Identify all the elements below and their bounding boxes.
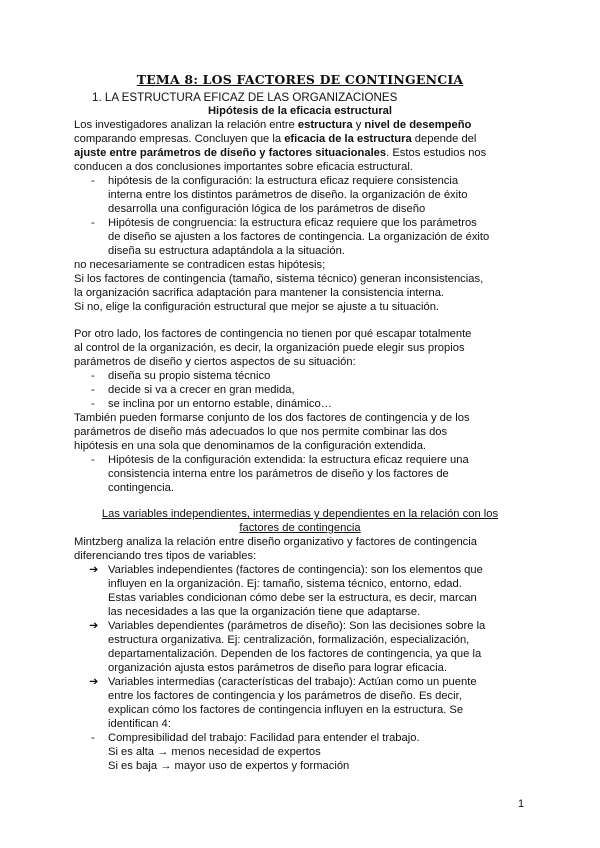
list-item-line: diseña su estructura adaptándola a la situación. [108,245,345,257]
list-item-line: explican cómo los factores de contingencia influyen en la estructura. Se [108,704,464,716]
list-item-line: identifican 4: [108,718,171,730]
paragraph-line: Mintzberg analiza la relación entre diseño organizativo y factores de contingencia [74,536,477,548]
list-item-line: contingencia. [108,482,174,494]
paragraph-line: la organización sacrifica adaptación para mantener la consistencia interna. [74,287,445,299]
paragraph-line: diferenciando tres tipos de variables: [74,550,257,562]
page-number: 1 [518,798,525,810]
list-item-line: entre los factores de contingencia y los parámetros de diseño. Es decir, [108,690,462,702]
paragraph-line: Si no, elige la configuración estructural que mejor se ajuste a tu situación. [74,301,440,313]
list-item-line: influyen en la organización. Ej: tamaño, sistema técnico, entorno, edad. [108,578,462,590]
list-item-line: departamentalización. Dependen de los factores de contingencia, ya que la [108,648,482,660]
list-item-line: desarrolla una configuración lógica de los parámetros de diseño [108,203,426,215]
list-item-line: decide si va a crecer en gran medida, [108,384,295,396]
paragraph-line: hipótesis en una sola que denominamos de la configuración extendida. [74,440,427,452]
paragraph-line: Por otro lado, los factores de contingencia no tienen por qué escapar totalmente [74,328,472,340]
list-item-line: Compresibilidad del trabajo: Facilidad para entender el trabajo. [108,732,420,744]
list-item-line: consistencia interna entre los parámetros de diseño y los factores de [108,468,449,480]
list-item-line: las necesidades a las que la organización tiene que adaptarse. [108,606,421,618]
dash-bullet: - [91,732,95,744]
arrow-bullet-icon: ➔ [89,676,99,688]
list-item-line: estructura organizativa. Ej: centralización, formalización, especialización, [108,634,470,646]
list-item-line: interna entre los distintos parámetros de diseño. la organización de éxito [108,189,468,201]
paragraph-line: Los investigadores analizan la relación entre estructura y nivel de desempeño [74,119,472,131]
section-heading: 1. LA ESTRUCTURA EFICAZ DE LAS ORGANIZACIONES [92,91,398,104]
list-item-line: Variables intermedias (características del trabajo): Actúan como un puente [108,676,477,688]
paragraph-line: al control de la organización, es decir, la organización puede elegir sus propios [74,342,465,354]
list-item-line: de diseño se ajusten a los factores de contingencia. La organización de éxito [108,231,490,243]
section-subheading: factores de contingencia [239,522,361,534]
paragraph-line: no necesariamente se contradicen estas hipótesis; [74,259,326,271]
paragraph-line: parámetros de diseño más adecuados lo que nos permite combinar las dos [74,426,448,438]
arrow-bullet-icon: ➔ [89,564,99,576]
list-item-line: Si es alta → menos necesidad de expertos [108,746,321,758]
list-item-line: hipótesis de la configuración: la estructura eficaz requiere consistencia [108,175,459,187]
paragraph-line: parámetros de diseño y ciertos aspectos de su situación: [74,356,356,368]
dash-bullet: - [91,454,95,466]
page-title: TEMA 8: LOS FACTORES DE CONTINGENCIA [136,72,464,87]
dash-bullet: - [91,370,95,382]
subheading: Hipótesis de la eficacia estructural [207,105,393,117]
list-item-line: organización ajusta estos parámetros de diseño para lograr eficacia. [108,662,447,674]
section-subheading: Las variables independientes, intermedias y dependientes en la relación con los [101,508,499,520]
dash-bullet: - [91,217,95,229]
dash-bullet: - [91,384,95,396]
list-item-line: Hipótesis de la configuración extendida: la estructura eficaz requiere una [108,454,469,466]
paragraph-line: Si los factores de contingencia (tamaño, sistema técnico) generan inconsistencias, [74,273,484,285]
paragraph-line: conducen a dos conclusiones importantes sobre eficacia estructural. [74,161,413,173]
paragraph-line: comparando empresas. Concluyen que la eficacia de la estructura depende del [74,133,477,145]
list-item-line: Estas variables condicionan cómo debe ser la estructura, es decir, marcan [108,592,477,604]
dash-bullet: - [91,175,95,187]
list-item-line: Si es baja → mayor uso de expertos y formación [108,760,350,772]
arrow-bullet-icon: ➔ [89,620,99,632]
list-item-line: diseña su propio sistema técnico [108,370,271,382]
list-item-line: Hipótesis de congruencia: la estructura eficaz requiere que los parámetros [108,217,477,229]
paragraph-line: También pueden formarse conjunto de los dos factores de contingencia y de los [74,412,470,424]
list-item-line: se inclina por un entorno estable, dinámico… [108,398,332,410]
list-item-line: Variables dependientes (parámetros de diseño): Son las decisiones sobre la [108,620,486,632]
list-item-line: Variables independientes (factores de contingencia): son los elementos que [108,564,483,576]
dash-bullet: - [91,398,95,410]
paragraph-line: ajuste entre parámetros de diseño y factores situacionales. Estos estudios nos [74,147,487,159]
